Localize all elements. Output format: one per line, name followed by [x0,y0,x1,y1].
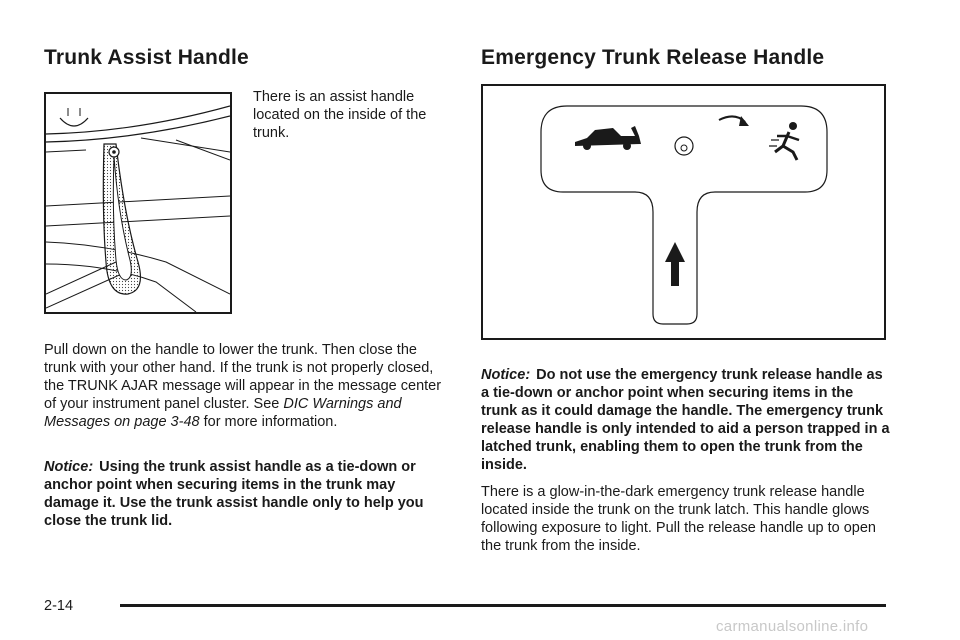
notice-text: Do not use the emergency trunk release handle as a tie-down or anchor point when securing items in the trunk as it could damage the handle. The emergency trunk release handle is only intended to aid a person trapped in a latched trunk, enabling them to open the trunk from the inside. [481,367,890,473]
assist-handle-instructions [44,341,449,431]
instructions-text-start: Pull down on the handle to lower the trunk. Then close the trunk with your other hand. If the trunk is not properly closed, the TRUNK AJAR message will appear in the message center of your instrument panel cluster. See [44,342,442,412]
assist-strap-drawing [46,94,230,312]
dic-warnings-reference[interactable]: DIC Warnings and Messages on page 3-48 [44,396,402,430]
notice-label: Notice: [44,459,94,475]
emergency-release-heading: Emergency Trunk Release Handle [481,46,825,69]
assist-handle-location-text: There is an assist handle located on the inside of the trunk. [253,89,427,141]
watermark: carmanualsonline.info [716,618,869,635]
trunk-assist-handle-heading: Trunk Assist Handle [44,46,249,69]
page-number: 2-14 [44,598,74,614]
emergency-release-description: There is a glow-in-the-dark emergency trunk release handle located inside the trunk on the trunk latch. This handle glows following exposure to light. Pull the release handle up to open the trunk from the inside. [481,484,876,554]
assist-handle-notice [44,458,454,530]
notice-label: Notice: [481,367,531,383]
emergency-release-notice [481,366,891,474]
t-handle-drawing [483,86,884,338]
trunk-assist-handle-illustration [44,92,232,314]
footer-divider [120,604,886,607]
instructions-text-end: for more information. [199,414,338,430]
notice-text: Using the trunk assist handle as a tie-down or anchor point when securing items in the trunk may damage it. Use the trunk assist handle only to help you close the trunk lid. [44,459,424,529]
emergency-release-handle-illustration [481,84,886,340]
